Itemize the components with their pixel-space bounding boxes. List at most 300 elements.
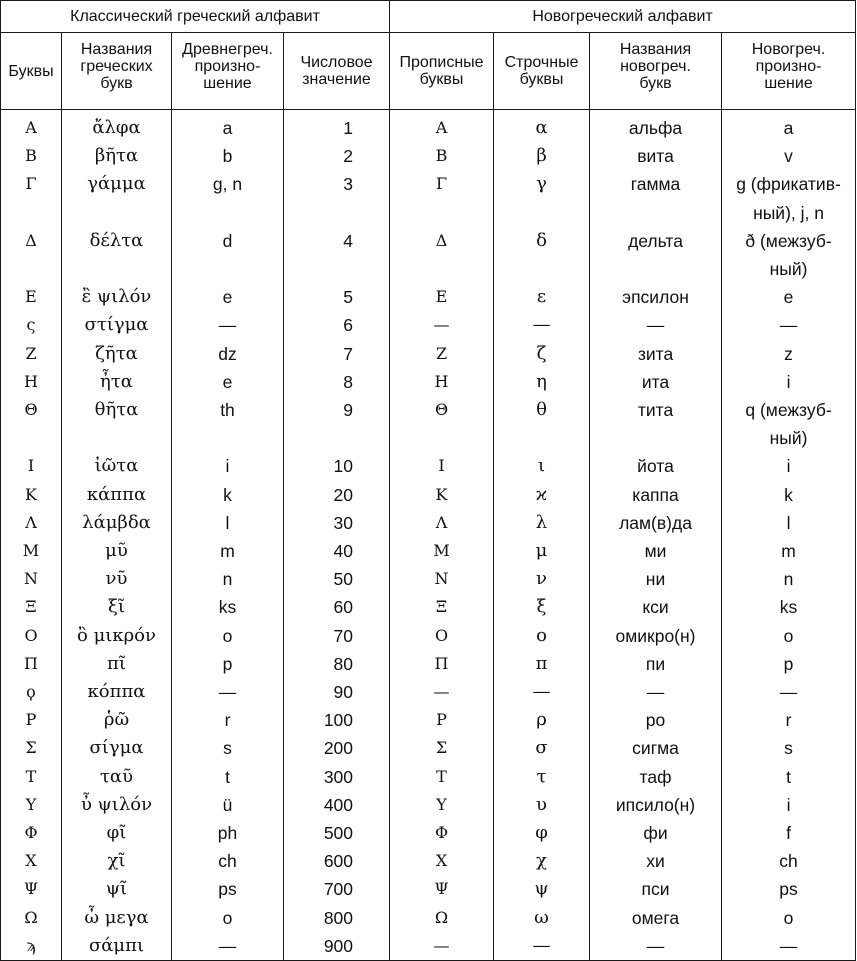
table-row: [1, 763, 856, 791]
letter-cell: Β: [1, 142, 62, 170]
ancient-pron-cell: ü: [172, 791, 284, 819]
ancient-pron-cell: k: [172, 481, 284, 509]
table-row: [1, 932, 856, 961]
group-header-modern: Новогреческий алфавит: [390, 1, 856, 33]
cell-line: ный): [769, 258, 808, 279]
numeric-value-cell: 4: [284, 227, 390, 283]
numeric-value-cell: 40: [284, 537, 390, 565]
numeric-value-cell: 90: [284, 678, 390, 706]
modern-pron-cell: [722, 283, 856, 311]
uppercase-cell: Α: [390, 110, 494, 143]
cell-line: l: [786, 512, 791, 533]
letter-cell: Κ: [1, 481, 62, 509]
letter-cell: Λ: [1, 509, 62, 537]
modern-name-cell: ни: [590, 565, 722, 593]
col-header-modern-pronunciation: [722, 33, 856, 110]
header-line: шение: [203, 75, 252, 92]
header-line: буквы: [419, 71, 464, 88]
ancient-pron-cell: ps: [172, 875, 284, 903]
cell-line: i: [786, 794, 791, 815]
uppercase-cell: Λ: [390, 509, 494, 537]
table-row: [1, 509, 856, 537]
greek-name-cell: σάμπι: [62, 932, 172, 961]
uppercase-cell: Σ: [390, 734, 494, 762]
letter-cell: Ε: [1, 283, 62, 311]
lowercase-cell: λ: [494, 509, 590, 537]
lowercase-cell: ξ: [494, 593, 590, 621]
table-row: [1, 819, 856, 847]
ancient-pron-cell: m: [172, 537, 284, 565]
uppercase-cell: Β: [390, 142, 494, 170]
letter-cell: Σ: [1, 734, 62, 762]
modern-pron-cell: [722, 706, 856, 734]
modern-pron-cell: [722, 763, 856, 791]
table-row: [1, 622, 856, 650]
ancient-pron-cell: e: [172, 283, 284, 311]
uppercase-cell: Γ: [390, 170, 494, 226]
numeric-value-cell: 400: [284, 791, 390, 819]
ancient-pron-cell: ch: [172, 847, 284, 875]
header-line: значение: [302, 71, 371, 88]
lowercase-cell: σ: [494, 734, 590, 762]
uppercase-cell: —: [390, 932, 494, 961]
lowercase-cell: θ: [494, 396, 590, 452]
cell-line: g (фрикатив-: [736, 174, 841, 195]
cell-line: z: [784, 343, 793, 364]
cell-line: a: [783, 118, 794, 138]
table-row: [1, 593, 856, 621]
uppercase-cell: Υ: [390, 791, 494, 819]
lowercase-cell: β: [494, 142, 590, 170]
letter-cell: ς: [1, 311, 62, 339]
letter-cell: Χ: [1, 847, 62, 875]
cell-line: —: [779, 935, 798, 956]
table-row: [1, 565, 856, 593]
ancient-pron-cell: s: [172, 734, 284, 762]
modern-name-cell: таф: [590, 763, 722, 791]
greek-name-cell: ῥῶ: [62, 706, 172, 734]
numeric-value-cell: 60: [284, 593, 390, 621]
uppercase-cell: Ψ: [390, 875, 494, 903]
ancient-pron-cell: p: [172, 650, 284, 678]
greek-name-cell: ὦ μεγα: [62, 904, 172, 932]
cell-line: o: [783, 907, 794, 928]
uppercase-cell: Ε: [390, 283, 494, 311]
lowercase-cell: δ: [494, 227, 590, 283]
ancient-pron-cell: i: [172, 452, 284, 480]
greek-name-cell: ζῆτα: [62, 340, 172, 368]
table-row: [1, 537, 856, 565]
numeric-value-cell: 3: [284, 170, 390, 226]
cell-line: f: [786, 822, 791, 843]
modern-name-cell: эпсилон: [590, 283, 722, 311]
lowercase-cell: ο: [494, 622, 590, 650]
table-row: [1, 311, 856, 339]
lowercase-cell: ρ: [494, 706, 590, 734]
ancient-pron-cell: e: [172, 368, 284, 396]
numeric-value-cell: 7: [284, 340, 390, 368]
ancient-pron-cell: o: [172, 622, 284, 650]
modern-pron-cell: [722, 481, 856, 509]
ancient-pron-cell: dz: [172, 340, 284, 368]
cell-line: o: [783, 625, 794, 646]
modern-name-cell: гамма: [590, 170, 722, 226]
modern-pron-cell: [722, 565, 856, 593]
modern-pron-cell: [722, 537, 856, 565]
modern-pron-cell: [722, 368, 856, 396]
numeric-value-cell: 700: [284, 875, 390, 903]
modern-pron-cell: [722, 622, 856, 650]
modern-name-cell: омикро(н): [590, 622, 722, 650]
lowercase-cell: ω: [494, 904, 590, 932]
greek-name-cell: στίγμα: [62, 311, 172, 339]
modern-pron-cell: [722, 875, 856, 903]
uppercase-cell: Δ: [390, 227, 494, 283]
lowercase-cell: τ: [494, 763, 590, 791]
header-line: Древнегреч.: [182, 41, 273, 58]
greek-name-cell: γάμμα: [62, 170, 172, 226]
table-row: [1, 650, 856, 678]
modern-name-cell: пси: [590, 875, 722, 903]
modern-name-cell: ипсило(н): [590, 791, 722, 819]
header-line: шение: [764, 75, 813, 92]
table-row: [1, 396, 856, 452]
header-line: Прописные: [399, 54, 484, 71]
numeric-value-cell: 600: [284, 847, 390, 875]
modern-name-cell: лам(в)да: [590, 509, 722, 537]
modern-name-cell: каппа: [590, 481, 722, 509]
table-row: [1, 170, 856, 226]
table-row: [1, 227, 856, 283]
modern-name-cell: альфа: [590, 110, 722, 143]
modern-name-cell: вита: [590, 142, 722, 170]
greek-name-cell: ἰῶτα: [62, 452, 172, 480]
numeric-value-cell: 70: [284, 622, 390, 650]
ancient-pron-cell: ph: [172, 819, 284, 847]
letter-cell: ϡ: [1, 932, 62, 961]
greek-name-cell: ψῖ: [62, 875, 172, 903]
modern-name-cell: —: [590, 932, 722, 961]
table-body: [1, 110, 856, 961]
uppercase-cell: —: [390, 678, 494, 706]
uppercase-cell: Μ: [390, 537, 494, 565]
modern-pron-cell: [722, 452, 856, 480]
lowercase-cell: ε: [494, 283, 590, 311]
modern-name-cell: зита: [590, 340, 722, 368]
header-line: произно-: [194, 58, 261, 75]
lowercase-cell: ζ: [494, 340, 590, 368]
modern-name-cell: йота: [590, 452, 722, 480]
greek-name-cell: φῖ: [62, 819, 172, 847]
group-header-row: [1, 1, 856, 33]
cell-line: i: [786, 371, 791, 392]
col-header-letters: Буквы: [1, 33, 62, 110]
table-row: [1, 481, 856, 509]
uppercase-cell: Ν: [390, 565, 494, 593]
modern-name-cell: —: [590, 678, 722, 706]
header-line: буквы: [519, 71, 564, 88]
col-header-ancient-pronunciation: [172, 33, 284, 110]
header-line: Новогреч.: [751, 41, 826, 58]
cell-line: p: [783, 653, 794, 674]
modern-name-cell: ита: [590, 368, 722, 396]
header-line: греческих: [80, 58, 153, 75]
ancient-pron-cell: o: [172, 904, 284, 932]
greek-name-cell: ὖ ψιλόν: [62, 791, 172, 819]
ancient-pron-cell: b: [172, 142, 284, 170]
letter-cell: Ν: [1, 565, 62, 593]
table-row: [1, 678, 856, 706]
cell-line: q (межзуб-: [745, 399, 832, 420]
letter-cell: Ι: [1, 452, 62, 480]
numeric-value-cell: 2: [284, 142, 390, 170]
modern-pron-cell: [722, 650, 856, 678]
table-row: [1, 368, 856, 396]
letter-cell: Μ: [1, 537, 62, 565]
numeric-value-cell: 1: [284, 110, 390, 143]
modern-name-cell: ро: [590, 706, 722, 734]
header-line: произно-: [755, 58, 822, 75]
lowercase-cell: η: [494, 368, 590, 396]
cell-line: ks: [779, 597, 798, 618]
modern-name-cell: дельта: [590, 227, 722, 283]
lowercase-cell: ϰ: [494, 481, 590, 509]
ancient-pron-cell: l: [172, 509, 284, 537]
letter-cell: Υ: [1, 791, 62, 819]
modern-pron-cell: [722, 819, 856, 847]
ancient-pron-cell: g, n: [172, 170, 284, 226]
uppercase-cell: Φ: [390, 819, 494, 847]
modern-pron-cell: [722, 904, 856, 932]
uppercase-cell: Χ: [390, 847, 494, 875]
lowercase-cell: γ: [494, 170, 590, 226]
modern-name-cell: —: [590, 311, 722, 339]
cell-line: —: [779, 681, 798, 702]
letter-cell: Φ: [1, 819, 62, 847]
modern-pron-cell: [722, 311, 856, 339]
greek-name-cell: ταῦ: [62, 763, 172, 791]
greek-name-cell: κάππα: [62, 481, 172, 509]
table-row: [1, 110, 856, 143]
greek-name-cell: μῦ: [62, 537, 172, 565]
modern-pron-cell: [722, 847, 856, 875]
modern-pron-cell: [722, 396, 856, 452]
modern-pron-cell: [722, 791, 856, 819]
column-header-row: [1, 33, 856, 110]
table-row: [1, 283, 856, 311]
greek-name-cell: βῆτα: [62, 142, 172, 170]
numeric-value-cell: 9: [284, 396, 390, 452]
numeric-value-cell: 30: [284, 509, 390, 537]
header-line: Названия: [619, 41, 692, 58]
modern-name-cell: тита: [590, 396, 722, 452]
header-line: букв: [100, 75, 133, 92]
uppercase-cell: Ο: [390, 622, 494, 650]
modern-pron-cell: [722, 678, 856, 706]
uppercase-cell: Π: [390, 650, 494, 678]
modern-name-cell: хи: [590, 847, 722, 875]
modern-pron-cell: [722, 509, 856, 537]
ancient-pron-cell: r: [172, 706, 284, 734]
modern-name-cell: кси: [590, 593, 722, 621]
letter-cell: Ψ: [1, 875, 62, 903]
ancient-pron-cell: —: [172, 678, 284, 706]
cell-line: s: [784, 738, 793, 759]
lowercase-cell: ψ: [494, 875, 590, 903]
uppercase-cell: Ω: [390, 904, 494, 932]
cell-line: —: [779, 315, 798, 336]
letter-cell: Π: [1, 650, 62, 678]
cell-line: e: [783, 287, 794, 308]
uppercase-cell: Ρ: [390, 706, 494, 734]
uppercase-cell: Ζ: [390, 340, 494, 368]
lowercase-cell: ν: [494, 565, 590, 593]
numeric-value-cell: 20: [284, 481, 390, 509]
lowercase-cell: α: [494, 110, 590, 143]
greek-name-cell: κόππα: [62, 678, 172, 706]
greek-name-cell: ὂ μικρόν: [62, 622, 172, 650]
numeric-value-cell: 5: [284, 283, 390, 311]
col-header-greek-names: [62, 33, 172, 110]
greek-name-cell: ἦτα: [62, 368, 172, 396]
modern-name-cell: омега: [590, 904, 722, 932]
numeric-value-cell: 200: [284, 734, 390, 762]
letter-cell: Δ: [1, 227, 62, 283]
modern-pron-cell: [722, 734, 856, 762]
greek-name-cell: νῦ: [62, 565, 172, 593]
table-row: [1, 452, 856, 480]
lowercase-cell: —: [494, 678, 590, 706]
lowercase-cell: ι: [494, 452, 590, 480]
numeric-value-cell: 300: [284, 763, 390, 791]
table-row: [1, 340, 856, 368]
modern-pron-cell: [722, 340, 856, 368]
lowercase-cell: υ: [494, 791, 590, 819]
greek-name-cell: χῖ: [62, 847, 172, 875]
greek-name-cell: θῆτα: [62, 396, 172, 452]
modern-pron-cell: [722, 142, 856, 170]
cell-line: ch: [779, 851, 798, 872]
header-line: новогреч.: [620, 58, 691, 75]
lowercase-cell: —: [494, 311, 590, 339]
col-header-lowercase: [494, 33, 590, 110]
letter-cell: ϙ: [1, 678, 62, 706]
letter-cell: Γ: [1, 170, 62, 226]
ancient-pron-cell: d: [172, 227, 284, 283]
letter-cell: Ζ: [1, 340, 62, 368]
cell-line: ð (межзуб-: [745, 230, 832, 251]
cell-line: ный), j, n: [753, 202, 824, 223]
ancient-pron-cell: th: [172, 396, 284, 452]
col-header-uppercase: [390, 33, 494, 110]
col-header-modern-names: [590, 33, 722, 110]
modern-name-cell: сигма: [590, 734, 722, 762]
header-line: Названия: [80, 41, 153, 58]
numeric-value-cell: 50: [284, 565, 390, 593]
ancient-pron-cell: n: [172, 565, 284, 593]
cell-line: v: [784, 146, 793, 167]
table-row: [1, 791, 856, 819]
greek-name-cell: λάμβδα: [62, 509, 172, 537]
lowercase-cell: μ: [494, 537, 590, 565]
group-header-classical: Классический греческий алфавит: [1, 1, 390, 33]
col-header-numeric-value: [284, 33, 390, 110]
uppercase-cell: Θ: [390, 396, 494, 452]
ancient-pron-cell: t: [172, 763, 284, 791]
cell-line: n: [783, 569, 794, 590]
ancient-pron-cell: —: [172, 311, 284, 339]
modern-name-cell: фи: [590, 819, 722, 847]
modern-name-cell: ми: [590, 537, 722, 565]
cell-line: ps: [779, 879, 798, 900]
cell-line: m: [781, 540, 796, 561]
greek-name-cell: δέλτα: [62, 227, 172, 283]
table-row: [1, 875, 856, 903]
table-row: [1, 734, 856, 762]
numeric-value-cell: 900: [284, 932, 390, 961]
numeric-value-cell: 80: [284, 650, 390, 678]
ancient-pron-cell: —: [172, 932, 284, 961]
lowercase-cell: —: [494, 932, 590, 961]
letter-cell: Α: [1, 110, 62, 143]
letter-cell: Τ: [1, 763, 62, 791]
cell-line: ный): [769, 428, 808, 449]
table-row: [1, 847, 856, 875]
ancient-pron-cell: a: [172, 110, 284, 143]
uppercase-cell: Κ: [390, 481, 494, 509]
greek-name-cell: ἄλφα: [62, 110, 172, 143]
header-line: букв: [639, 75, 672, 92]
greek-name-cell: πῖ: [62, 650, 172, 678]
ancient-pron-cell: ks: [172, 593, 284, 621]
letter-cell: Η: [1, 368, 62, 396]
numeric-value-cell: 500: [284, 819, 390, 847]
uppercase-cell: Ξ: [390, 593, 494, 621]
greek-name-cell: σίγμα: [62, 734, 172, 762]
numeric-value-cell: 6: [284, 311, 390, 339]
modern-pron-cell: [722, 932, 856, 961]
uppercase-cell: Η: [390, 368, 494, 396]
numeric-value-cell: 10: [284, 452, 390, 480]
modern-pron-cell: [722, 593, 856, 621]
header-line: Строчные: [504, 54, 579, 71]
letter-cell: Ξ: [1, 593, 62, 621]
uppercase-cell: Ι: [390, 452, 494, 480]
letter-cell: Ρ: [1, 706, 62, 734]
cell-line: i: [786, 456, 791, 477]
numeric-value-cell: 100: [284, 706, 390, 734]
greek-name-cell: ξῖ: [62, 593, 172, 621]
table-row: [1, 706, 856, 734]
modern-pron-cell: [722, 170, 856, 226]
numeric-value-cell: 8: [284, 368, 390, 396]
greek-name-cell: ἒ ψιλόν: [62, 283, 172, 311]
cell-line: t: [786, 766, 791, 787]
letter-cell: Ω: [1, 904, 62, 932]
lowercase-cell: χ: [494, 847, 590, 875]
cell-line: k: [784, 484, 793, 505]
table-row: [1, 904, 856, 932]
letter-cell: Ο: [1, 622, 62, 650]
table-row: [1, 142, 856, 170]
lowercase-cell: φ: [494, 819, 590, 847]
cell-line: r: [785, 710, 792, 731]
modern-pron-cell: [722, 227, 856, 283]
uppercase-cell: —: [390, 311, 494, 339]
numeric-value-cell: 800: [284, 904, 390, 932]
lowercase-cell: π: [494, 650, 590, 678]
modern-name-cell: пи: [590, 650, 722, 678]
